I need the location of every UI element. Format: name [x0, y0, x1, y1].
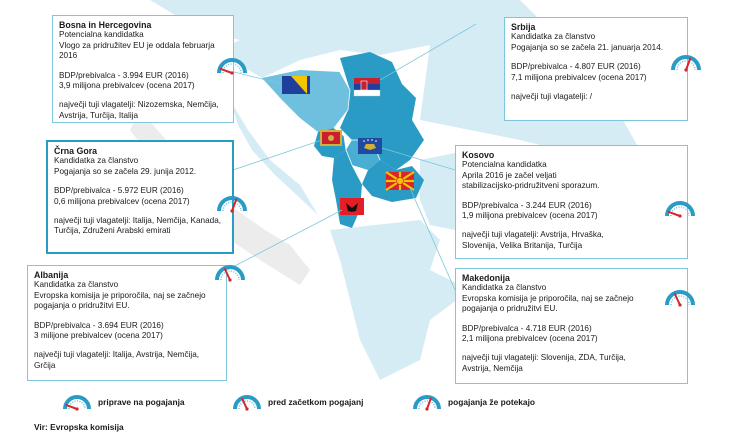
country-gdp: BDP/prebivalca - 3.244 EUR (2016)	[462, 200, 592, 210]
country-population: 3,9 milijona prebivalcev (ocena 2017)	[59, 81, 195, 91]
source-note: Vir: Evropska komisija	[34, 422, 124, 432]
flag-kosovo-icon	[358, 138, 382, 154]
country-name: Makedonija	[462, 273, 510, 283]
country-investors: Turčija, Združeni Arabski emirati	[54, 226, 171, 236]
country-detail: Vlogo za pridružitev EU je oddala februarja 2016	[59, 40, 215, 61]
country-gdp: BDP/prebivalca - 3.994 EUR (2016)	[59, 70, 189, 80]
legend-label: pogajanja že potekajo	[448, 397, 536, 407]
info-box-albanija	[27, 265, 227, 381]
country-investors: Avstrija, Nemčija	[462, 363, 523, 373]
gauge-srbija-icon	[670, 52, 702, 72]
country-gdp: BDP/prebivalca - 5.972 EUR (2016)	[54, 186, 184, 196]
country-name: Črna Gora	[54, 146, 98, 156]
country-status: Kandidatka za članstvo	[462, 283, 547, 293]
info-box-kosovo	[455, 145, 688, 259]
country-population: 7,1 milijona prebivalcev (ocena 2017)	[511, 72, 647, 82]
flag-bih-icon	[282, 76, 310, 94]
gauge-hub	[230, 71, 233, 74]
legend-label: priprave na pogajanja	[98, 397, 185, 407]
gauge-bih-icon	[216, 55, 248, 75]
gauge-hub	[678, 214, 681, 217]
gauge-legend-icon	[232, 393, 262, 411]
gauge-hub	[230, 209, 233, 212]
country-investors: največji tuji vlagatelji: Italija, Nemčija, Kanada,	[54, 216, 222, 226]
country-investors: največji tuji vlagatelji: Avstrija, Hrvaška,	[462, 230, 604, 240]
country-investors: Grčija	[34, 360, 56, 370]
country-investors: Avstrija, Turčija, Italija	[59, 110, 139, 120]
country-investors: največji tuji vlagatelji: Slovenija, ZDA, Turčija,	[462, 353, 626, 363]
country-name: Bosna in Hercegovina	[59, 20, 152, 30]
legend-item-pogajanja	[412, 392, 535, 412]
gauge-hub	[228, 278, 231, 281]
gauge-albanija-icon	[214, 262, 246, 282]
legend-item-pred-zacetkom	[232, 392, 363, 412]
country-name: Srbija	[511, 22, 536, 32]
gauge-kosovo-icon	[664, 198, 696, 218]
legend-item-priprave	[62, 392, 185, 412]
country-gdp: BDP/prebivalca - 4.718 EUR (2016)	[462, 323, 592, 333]
info-box-makedonija	[455, 268, 688, 384]
country-status: Kandidatka za članstvo	[54, 156, 139, 166]
country-detail: Evropska komisija je priporočila, naj se začnejo	[34, 290, 206, 300]
country-detail: pogajanja o pridružitvi EU.	[34, 301, 130, 311]
gauge-arc	[667, 203, 693, 216]
country-investors: Slovenija, Velika Britanija, Turčija	[462, 240, 583, 250]
gauge-needle	[232, 200, 236, 211]
country-status: Kandidatka za članstvo	[34, 280, 119, 290]
gauge-needle	[427, 399, 431, 409]
flag-makedonija-icon	[386, 172, 414, 190]
country-population: 3 milijone prebivalcev (ocena 2017)	[34, 331, 163, 341]
gauge-needle	[242, 399, 247, 409]
country-status: Potencialna kandidatka	[59, 30, 144, 40]
gauge-legend-icon	[62, 393, 92, 411]
gauge-hub	[425, 407, 428, 410]
info-box-srbija	[504, 17, 688, 121]
gauge-makedonija-icon	[664, 287, 696, 307]
country-status: Kandidatka za članstvo	[511, 32, 596, 42]
gauge-hub	[684, 68, 687, 71]
country-name: Albanija	[34, 270, 69, 280]
gauge-arc	[219, 60, 245, 73]
country-detail: stabilizacijsko-pridružitveni sporazum.	[462, 181, 600, 191]
gauge-crna-gora-icon	[216, 193, 248, 213]
country-investors: največji tuji vlagatelji: Nizozemska, Nemčija,	[59, 100, 219, 110]
country-detail: Pogajanja so se začela 29. junija 2012.	[54, 166, 197, 176]
country-detail: Pogajanja so se začela 21. januarja 2014.	[511, 42, 664, 52]
flag-albanija-icon	[340, 198, 364, 215]
flag-srbija-icon	[354, 78, 380, 96]
legend-label: pred začetkom pogajanj	[268, 397, 364, 407]
country-gdp: BDP/prebivalca - 3.694 EUR (2016)	[34, 320, 164, 330]
gauge-needle	[67, 405, 77, 409]
country-population: 1,9 milijona prebivalcev (ocena 2017)	[462, 211, 598, 221]
gauge-hub	[75, 407, 78, 410]
gauge-legend-icon	[412, 393, 442, 411]
country-investors: največji tuji vlagatelji: /	[511, 92, 593, 102]
country-population: 2,1 milijona prebivalcev (ocena 2017)	[462, 334, 598, 344]
info-box-crna-gora	[46, 140, 234, 254]
country-investors: največji tuji vlagatelji: Italija, Avstrija, Nemčija,	[34, 350, 200, 360]
flag-crna-gora-icon	[320, 130, 342, 146]
country-detail: Evropska komisija je priporočila, naj se začnejo	[462, 293, 634, 303]
gauge-hub	[678, 303, 681, 306]
country-detail: Aprila 2016 je začel veljati	[462, 170, 557, 180]
country-status: Potencialna kandidatka	[462, 160, 547, 170]
country-gdp: BDP/prebivalca - 4.807 EUR (2016)	[511, 62, 641, 72]
gauge-hub	[245, 407, 248, 410]
country-population: 0,6 milijona prebivalcev (ocena 2017)	[54, 196, 190, 206]
info-box-bih	[52, 15, 234, 123]
gauge-needle	[686, 59, 690, 70]
country-name: Kosovo	[462, 150, 495, 160]
country-detail: pogajanja o pridružitvi EU.	[462, 304, 558, 314]
